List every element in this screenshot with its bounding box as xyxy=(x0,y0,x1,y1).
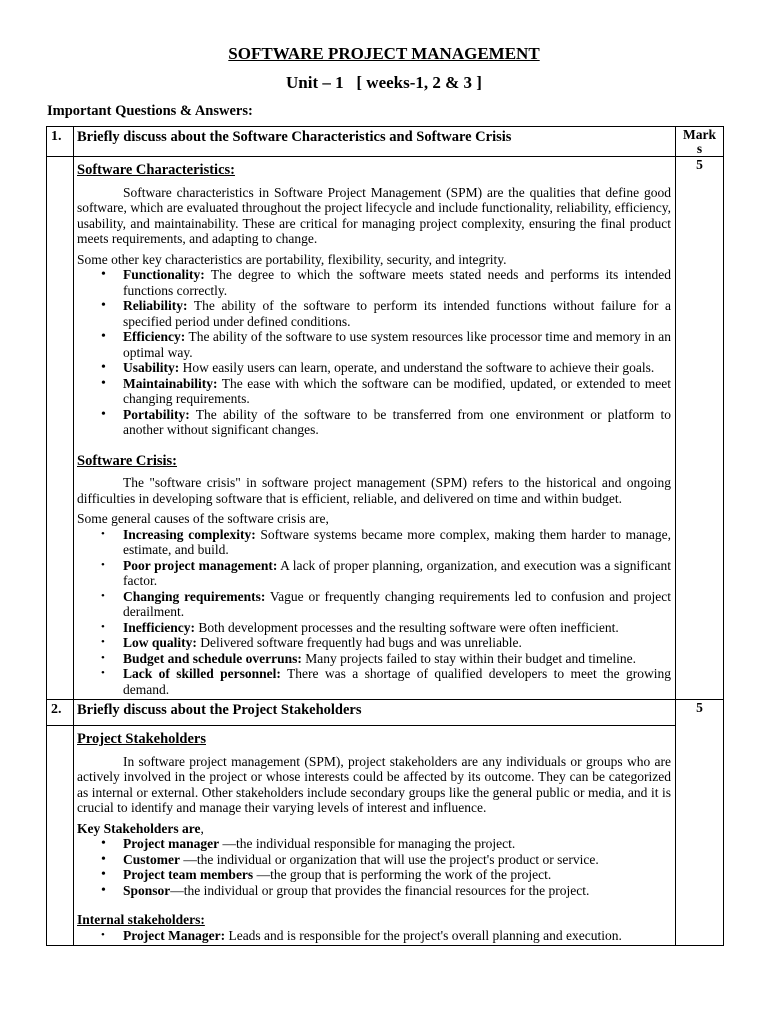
item-text: Leads and is responsible for the project's overall planning and execution. xyxy=(225,927,622,943)
question-2-answer-row xyxy=(47,726,724,946)
item-text: Vague or frequently changing requirements led to confusion and project derailment. xyxy=(123,588,671,620)
item-text: The ability of the software to perform its intended functions without failure for a specified period under defined conditions. xyxy=(123,298,671,329)
paragraph: In software project management (SPM), project stakeholders are any individuals or groups who are actively involved in the project or whose interests could be affected by its outcome. They can be categorized as internal or external. Other stakeholders include secondary groups like the general public or media, and it is crucial to identify and manage their varying levels of interest and influence. xyxy=(77,753,671,816)
question-number: 1. xyxy=(47,127,74,157)
answer-body xyxy=(74,157,676,700)
item-text: A lack of proper planning, organization, and execution was a significant factor. xyxy=(123,557,672,589)
question-number: 2. xyxy=(47,700,74,726)
item-term: Poor project management: xyxy=(123,557,278,573)
item-term: Functionality: xyxy=(123,267,205,283)
item-term: Customer xyxy=(123,851,180,867)
list-item xyxy=(123,267,671,298)
list-item xyxy=(123,589,671,620)
item-term: Usability: xyxy=(123,360,180,376)
paragraph: The "software crisis" in software project management (SPM) refers to the historical and ongoing difficulties in developing software that is efficient, reliable, and delivered on time and within budget. xyxy=(77,475,671,506)
number-spacer xyxy=(47,726,74,946)
section-label: Important Questions & Answers: xyxy=(47,103,253,119)
item-term: Sponsor xyxy=(123,882,171,898)
section-heading: Internal stakeholders: xyxy=(77,912,205,928)
unit-subtitle: Unit – 1 [ weeks-1, 2 & 3 ] xyxy=(286,73,482,92)
number-spacer xyxy=(47,157,74,700)
question-1-header-row xyxy=(47,127,724,157)
question-2-header-row xyxy=(47,700,724,726)
list-item xyxy=(123,928,671,944)
paragraph: Software characteristics in Software Project Management (SPM) are the qualities that define good software, which are evaluated throughout the project lifecycle and include functionality, reliability, efficiency, usability, and maintainability. These are critical for managing project complexity, ensuring the final product meets requirements, and adapting to change. xyxy=(77,184,671,247)
key-suffix: , xyxy=(200,820,204,836)
item-text: —the individual or group that provides the financial resources for the project. xyxy=(170,882,590,898)
lead-text: Some general causes of the software crisis are, xyxy=(77,511,329,527)
item-term: Project team members xyxy=(123,867,254,883)
item-term: Changing requirements: xyxy=(123,588,266,604)
list-item xyxy=(123,558,671,589)
item-term: Maintainability: xyxy=(123,375,218,391)
question-1-answer-row xyxy=(47,157,724,700)
answer-body xyxy=(74,726,676,946)
list-item xyxy=(123,329,671,360)
list-item xyxy=(123,883,671,899)
item-text: The degree to which the software meets stated needs and performs its intended functions correctly. xyxy=(123,267,671,298)
item-text: How easily users can learn, operate, and understand the software to achieve their goals. xyxy=(179,360,655,376)
bullet-list xyxy=(77,267,671,438)
item-term: Inefficiency: xyxy=(123,619,195,635)
item-term: Project Manager: xyxy=(123,927,226,943)
section-heading: Project Stakeholders xyxy=(77,731,206,748)
item-text: Many projects failed to stay within their budget and timeline. xyxy=(301,650,636,666)
section-heading: Software Crisis: xyxy=(77,452,178,469)
item-text: The ability of the software to use system resources like processor time and memory in an optimal way. xyxy=(123,329,671,360)
list-item xyxy=(123,666,671,697)
marks-header: Mark s xyxy=(676,127,724,157)
item-term: Efficiency: xyxy=(123,329,186,345)
item-term: Portability: xyxy=(123,406,190,422)
marks-value: 5 xyxy=(676,700,724,946)
document-title: SOFTWARE PROJECT MANAGEMENT xyxy=(228,44,540,63)
item-text: —the individual or organization that will use the project's product or service. xyxy=(180,851,599,867)
list-item xyxy=(123,407,671,438)
list-item xyxy=(123,620,671,636)
list-item xyxy=(123,527,671,558)
list-item xyxy=(123,651,671,667)
list-item xyxy=(123,836,671,852)
item-term: Lack of skilled personnel: xyxy=(123,666,281,682)
bullet-list xyxy=(77,527,671,698)
list-item xyxy=(123,635,671,651)
list-item xyxy=(123,852,671,868)
item-text: Both development processes and the resulting software were often inefficient. xyxy=(194,619,619,635)
marks-value: 5 xyxy=(676,157,724,700)
item-text: There was a shortage of qualified developers to meet the growing demand. xyxy=(123,666,672,697)
list-item xyxy=(123,867,671,883)
item-term: Low quality: xyxy=(123,635,197,651)
section-heading: Software Characteristics: xyxy=(77,162,235,179)
list-item xyxy=(123,298,671,329)
item-text: Software systems became more complex, making them harder to manage, estimate, and build. xyxy=(123,526,671,558)
key-stakeholders-label: Key Stakeholders are xyxy=(77,820,201,836)
question-text: Briefly discuss about the Project Stakeholders xyxy=(74,700,676,726)
questions-table xyxy=(46,126,724,946)
item-term: Budget and schedule overruns: xyxy=(123,650,302,666)
item-term: Increasing complexity: xyxy=(123,526,256,542)
item-text: The ease with which the software can be modified, updated, or extended to meet changing requirements. xyxy=(123,375,671,407)
bullet-list xyxy=(77,836,671,898)
item-term: Project manager xyxy=(123,836,220,852)
bullet-list xyxy=(77,928,671,944)
item-text: The ability of the software to be transferred from one environment or platform to another without significant changes. xyxy=(123,406,671,438)
list-item xyxy=(123,376,671,407)
item-text: —the group that is performing the work of the project. xyxy=(253,867,552,883)
item-term: Reliability: xyxy=(123,298,188,314)
lead-text: Some other key characteristics are portability, flexibility, security, and integrity. xyxy=(77,251,507,267)
item-text: —the individual responsible for managing the project. xyxy=(219,836,516,852)
list-item xyxy=(123,360,671,376)
lead-text xyxy=(77,821,671,837)
question-text: Briefly discuss about the Software Characteristics and Software Crisis xyxy=(74,127,676,157)
item-text: Delivered software frequently had bugs and was unreliable. xyxy=(196,635,522,651)
